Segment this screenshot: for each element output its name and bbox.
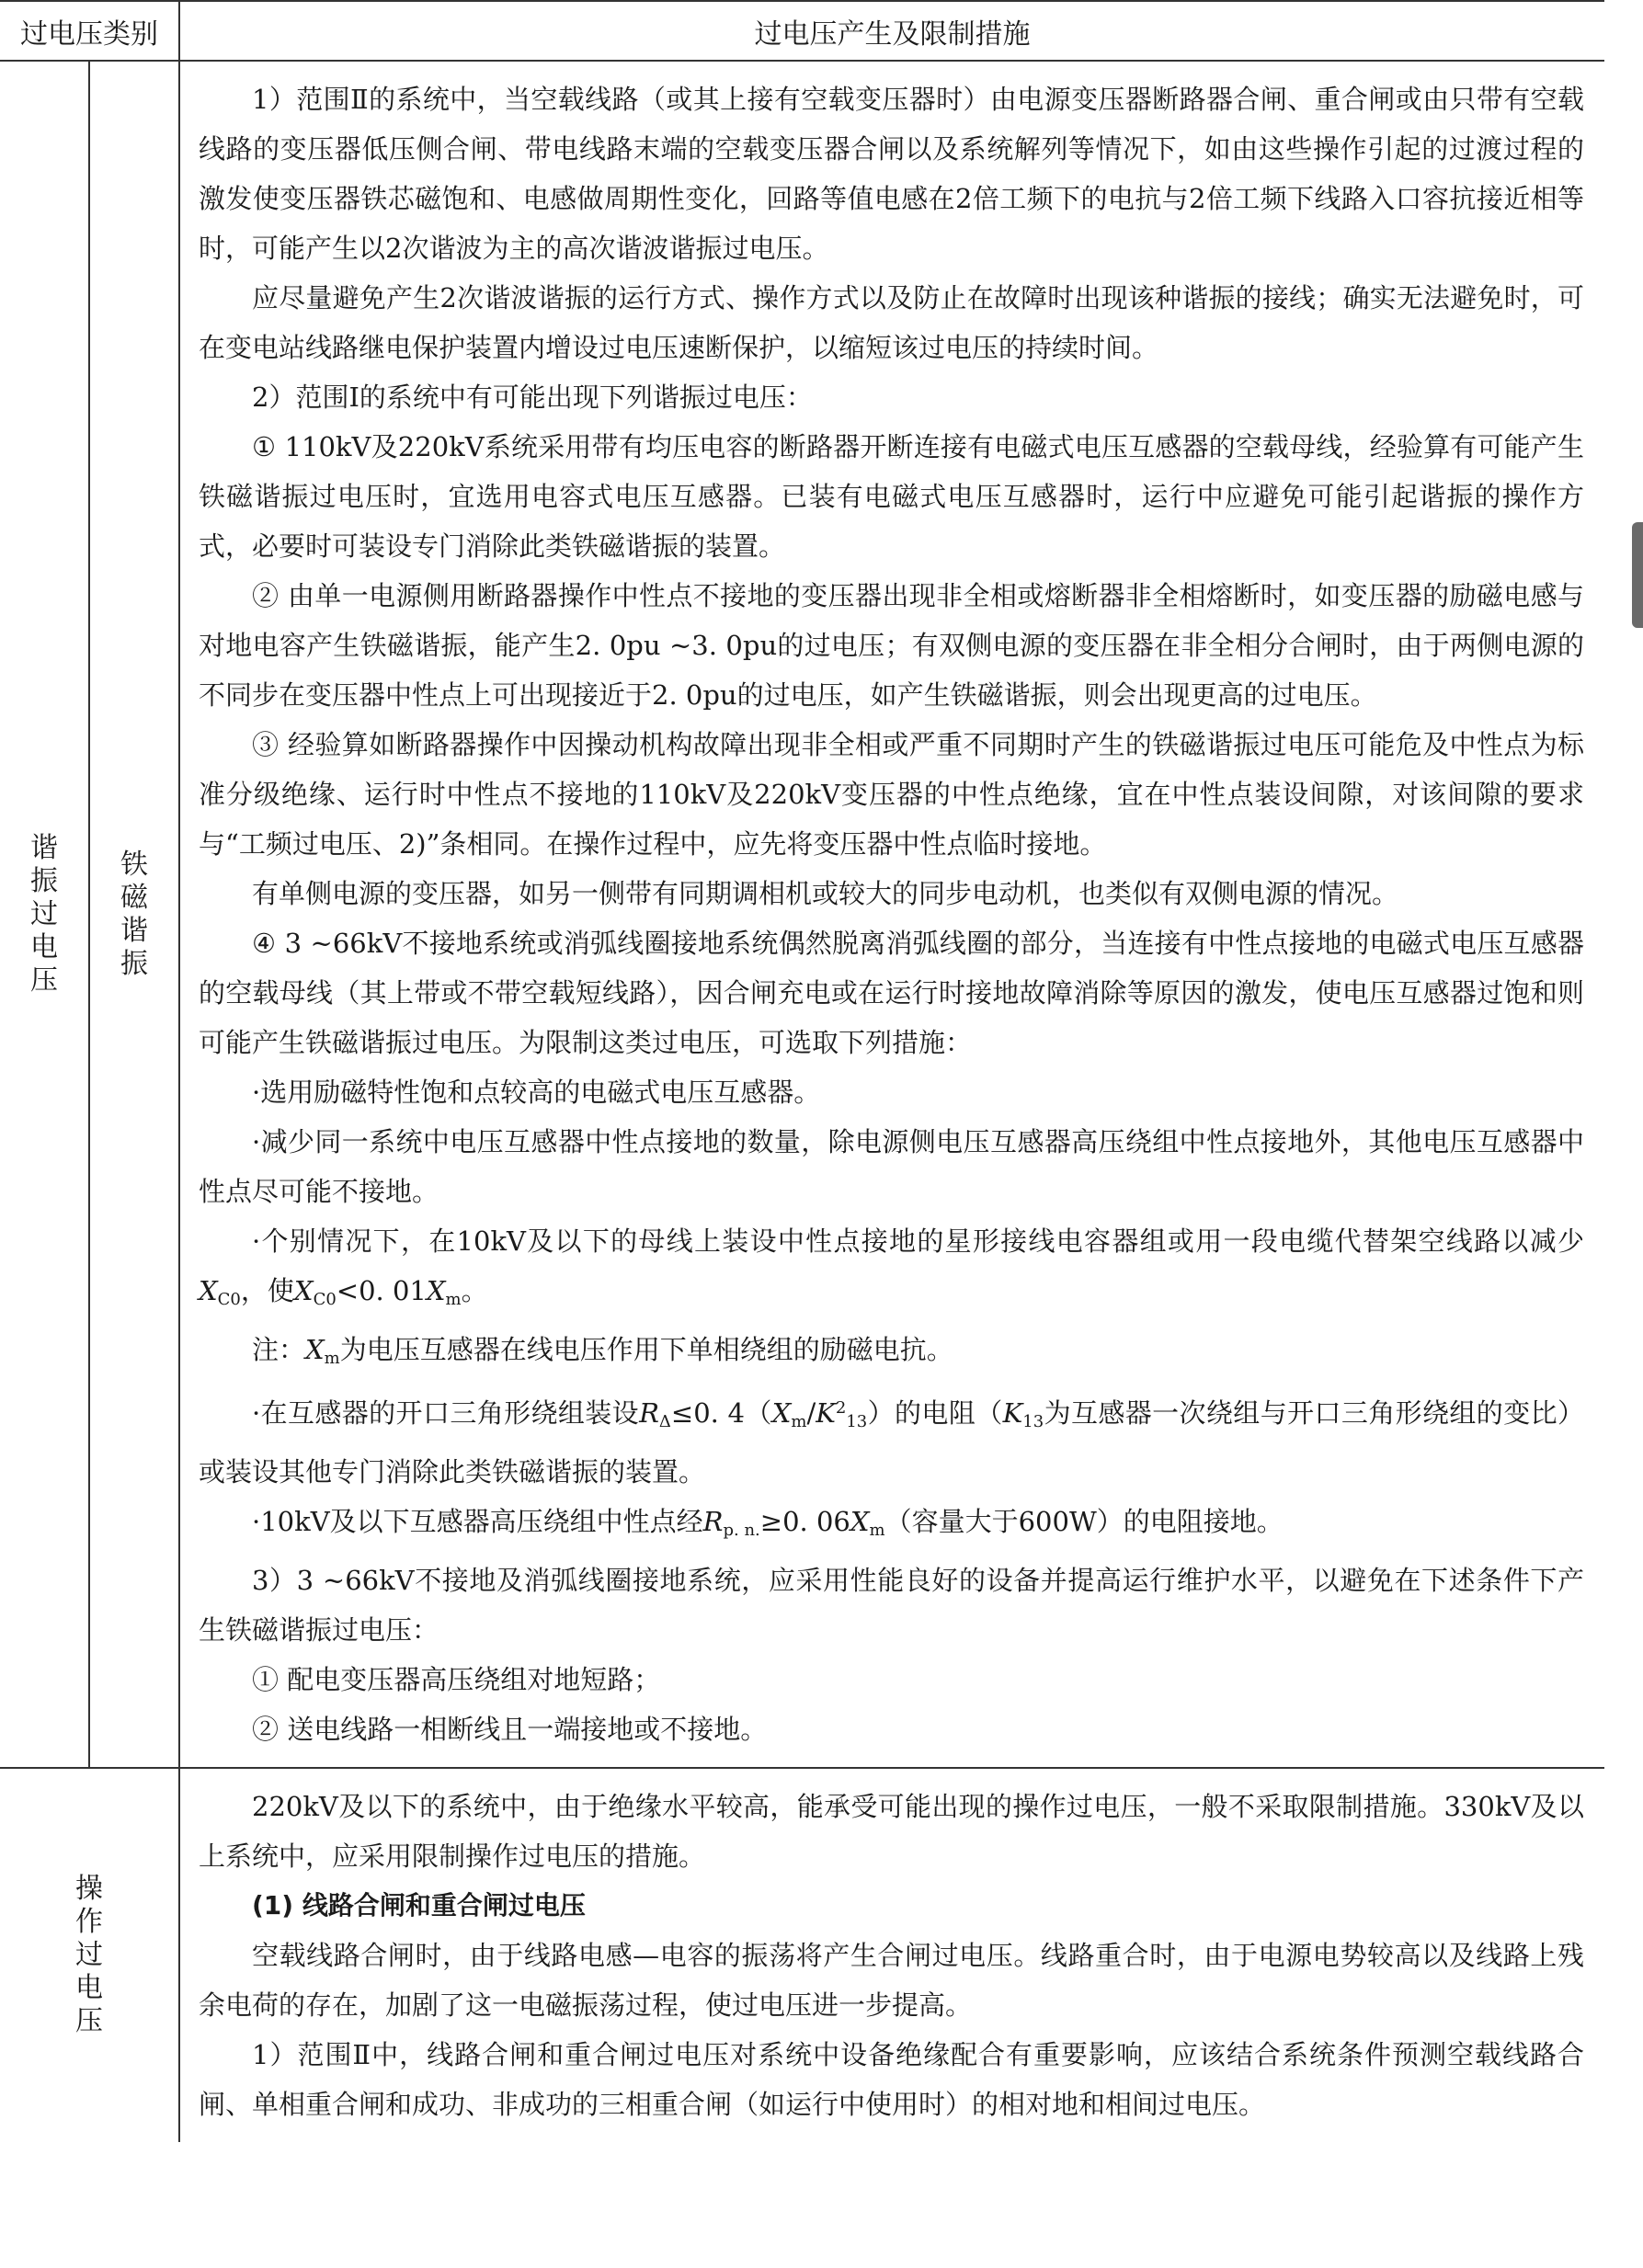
bullet-item: ·在互感器的开口三角形绕组装设$R_\Delta\le 0$. $4(X_m/K^2_{13})$的电阻（$K_{13}$为互感器一次绕组与开口三角形绕组的变比）或装设其他专门消除此类铁磁谐振的装置。 <box>199 1397 1584 1487</box>
bullet-item: ·选用励磁特性饱和点较高的电磁式电压互感器。 <box>252 1077 821 1108</box>
bullet-item: ·减少同一系统中电压互感器中性点接地的数量，除电源侧电压互感器高压绕组中性点接地外，其他电压互感器中性点尽可能不接地。 <box>199 1126 1584 1207</box>
header-measures: 过电压产生及限制措施 <box>179 1 1604 61</box>
paragraph: 空载线路合闸时，由于线路电感—电容的振荡将产生合闸过电压。线路重合时，由于电源电势较高以及线路上残余电荷的存在，加剧了这一电磁振荡过程，使过电压进一步提高。 <box>199 1940 1584 2021</box>
bullet-item: ·个别情况下，在10kV及以下的母线上装设中性点接地的星形接线电容器组或用一段电缆代替架空线路以减少$X_{C0}$，使$X_{C0}<0$. $01X_m$。 <box>199 1225 1584 1309</box>
paragraph: 3）3 ~66kV不接地及消弧线圈接地系统，应采用性能良好的设备并提高运行维护水平，以避免在下述条件下产生铁磁谐振过电压： <box>199 1565 1584 1646</box>
paragraph: ④ 3 ~66kV不接地系统或消弧线圈接地系统偶然脱离消弧线圈的部分，当连接有中性点接地的电磁式电压互感器的空载母线（其上带或不带空载短线路），因合闸充电或在运行时接地故障消除等原因的激发，使电压互感器过饱和则可能产生铁磁谐振过电压。为限制这类过电压，可选取下列措施： <box>199 928 1584 1058</box>
table-row <box>0 1768 1604 2142</box>
paragraph: 1）范围Ⅱ的系统中，当空载线路（或其上接有空载变压器时）由电源变压器断路器合闸、重合闸或由只带有空载线路的变压器低压侧合闸、带电线路末端的空载变压器合闸以及系统解列等情况下，如由这些操作引起的过渡过程的激发使变压器铁芯磁饱和、电感做周期性变化，回路等值电感在2倍工频下的电抗与2倍工频下线路入口容抗接近相等时，可能产生以2次谐波为主的高次谐波谐振过电压。 <box>199 84 1584 264</box>
paragraph: ③ 经验算如断路器操作中因操动机构故障出现非全相或严重不同期时产生的铁磁谐振过电压可能危及中性点为标准分级绝缘、运行时中性点不接地的110kV及220kV变压器的中性点绝缘，宜在中性点装设间隙，对该间隙的要求与“工频过电压、2)”条相同。在操作过程中，应先将变压器中性点临时接地。 <box>199 729 1584 860</box>
paragraph: ① 110kV及220kV系统采用带有均压电容的断路器开断连接有电磁式电压互感器的空载母线，经验算有可能产生铁磁谐振过电压时，宜选用电容式电压互感器。已装有电磁式电压互感器时，运行中应避免可能引起谐振的操作方式，必要时可装设专门消除此类铁磁谐振的装置。 <box>199 431 1584 562</box>
section-heading: (1) 线路合闸和重合闸过电压 <box>252 1890 586 1920</box>
paragraph: 1）范围Ⅱ中，线路合闸和重合闸过电压对系统中设备绝缘配合有重要影响，应该结合系统条件预测空载线路合闸、单相重合闸和成功、非成功的三相重合闸（如运行中使用时）的相对地和相间过电压。 <box>199 2039 1584 2120</box>
subcategory-ferroresonance: 铁磁谐振 <box>89 61 179 1768</box>
paragraph: 220kV及以下的系统中，由于绝缘水平较高，能承受可能出现的操作过电压，一般不采取限制措施。330kV及以上系统中，应采用限制操作过电压的措施。 <box>199 1791 1584 1872</box>
table-header-row <box>0 1 1604 61</box>
category-resonance-overvoltage: 谐振过电压 <box>0 61 89 1768</box>
table-row <box>0 61 1604 1768</box>
paragraph: 有单侧电源的变压器，如另一侧带有同期调相机或较大的同步电动机，也类似有双侧电源的情况。 <box>252 878 1399 909</box>
paragraph: 应尽量避免产生2次谐波谐振的运行方式、操作方式以及防止在故障时出现该种谐振的接线；确实无法避免时，可在变电站线路继电保护装置内增设过电压速断保护，以缩短该过电压的持续时间。 <box>199 282 1584 363</box>
list-item: ① 配电变压器高压绕组对地短路； <box>252 1664 661 1695</box>
list-item: ② 送电线路一相断线且一端接地或不接地。 <box>252 1714 768 1745</box>
category-switching-overvoltage: 操作过电压 <box>0 1768 179 2142</box>
resonance-measures-cell <box>179 61 1604 1768</box>
paragraph: 2）范围Ⅰ的系统中有可能出现下列谐振过电压： <box>252 382 813 413</box>
scrollbar-thumb[interactable] <box>1632 522 1643 628</box>
bullet-item: ·10kV及以下互感器高压绕组中性点经$R_{p. n.}\ge 0$. $06X_m$（容量大于600W）的电阻接地。 <box>252 1506 1284 1540</box>
paragraph: ② 由单一电源侧用断路器操作中性点不接地的变压器出现非全相或熔断器非全相熔断时，如变压器的励磁电感与对地电容产生铁磁谐振，能产生2. 0pu ~3. 0pu的过电压；有双侧电源的变压器在非全相分合闸时，由于两侧电源的不同步在变压器中性点上可出现接近于2. 0pu的过电压，如产生铁磁谐振，则会出现更高的过电压。 <box>199 580 1584 711</box>
header-category: 过电压类别 <box>0 1 179 61</box>
note: 注：$X_m$为电压互感器在线电压作用下单相绕组的励磁电抗。 <box>252 1334 953 1368</box>
switching-measures-cell <box>179 1768 1604 2142</box>
